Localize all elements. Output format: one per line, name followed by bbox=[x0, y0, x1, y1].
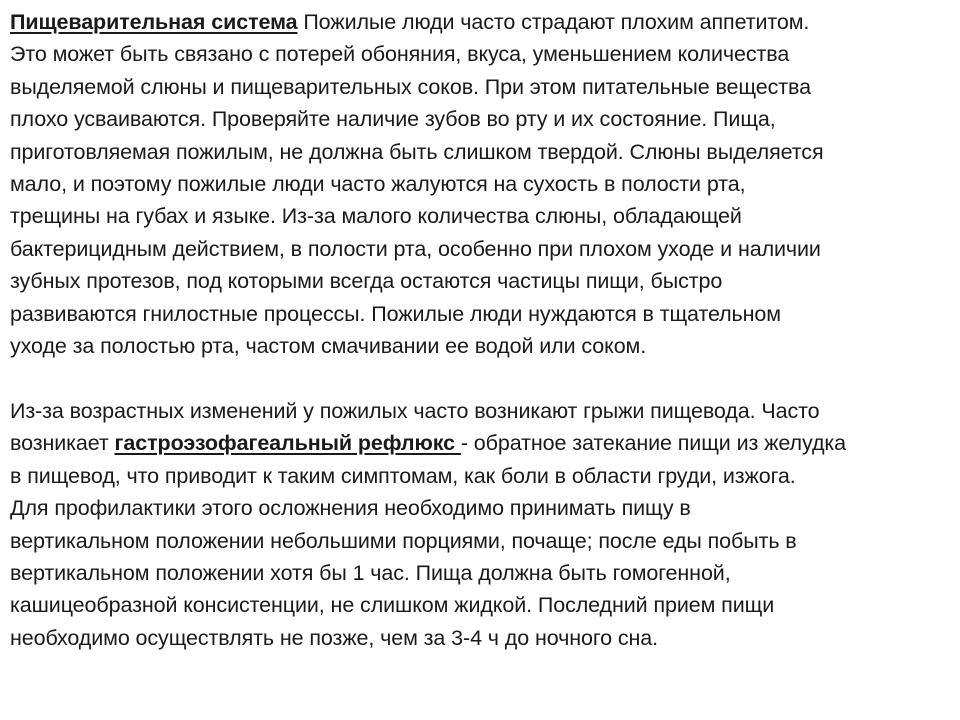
paragraph-line: мало, и поэтому пожилые люди часто жалуются на сухость в полости рта, bbox=[10, 172, 746, 197]
paragraph-line: уходе за полостью рта, частом смачивании ее водой или соком. bbox=[10, 334, 647, 359]
paragraph-line: Из-за возрастных изменений у пожилых часто возникают грыжи пищевода. Часто bbox=[10, 399, 820, 423]
paragraph-line: кашицеобразной консистенции, не слишком жидкой. Последний прием пищи bbox=[10, 593, 775, 618]
paragraph-line: Для профилактики этого осложнения необходимо принимать пищу в bbox=[10, 496, 691, 521]
reflux-paragraph bbox=[10, 395, 946, 654]
paragraph-line: развиваются гнилостные процессы. Пожилые люди нуждаются в тщательном bbox=[10, 301, 781, 326]
paragraph-line bbox=[10, 6, 946, 38]
paragraph-text: Пожилые люди часто страдают плохим аппетитом. bbox=[297, 10, 810, 34]
digestive-system-paragraph bbox=[10, 6, 946, 362]
paragraph-line: зубных протезов, под которыми всегда остаются частицы пищи, быстро bbox=[10, 269, 723, 294]
paragraph-line: необходимо осуществлять не позже, чем за 3-4 ч до ночного сна. bbox=[10, 625, 658, 650]
paragraph-line bbox=[10, 427, 946, 459]
paragraph-line: плохо усваиваются. Проверяйте наличие зубов во рту и их состояние. Пища, bbox=[10, 107, 776, 132]
paragraph-line: Это может быть связано с потерей обоняния, вкуса, уменьшением количества bbox=[10, 42, 790, 67]
paragraph-line: приготовляемая пожилым, не должна быть слишком твердой. Слюны выделяется bbox=[10, 139, 824, 164]
section-heading: Пищеварительная система bbox=[10, 10, 298, 34]
reflux-term-link[interactable]: гастроэзофагеальный рефлюкс bbox=[114, 431, 461, 456]
paragraph-line: вертикальном положении хотя бы 1 час. Пища должна быть гомогенной, bbox=[10, 561, 731, 586]
paragraph-line: в пищевод, что приводит к таким симптомам, как боли в области груди, изжога. bbox=[10, 463, 796, 488]
paragraph-text: - обратное затекание пищи из желудка bbox=[460, 431, 847, 456]
paragraph-line: выделяемой слюны и пищеварительных соков. При этом питательные вещества bbox=[10, 74, 811, 99]
paragraph-line: вертикальном положении небольшими порциями, почаще; после еды побыть в bbox=[10, 528, 797, 553]
paragraph-line: трещины на губах и языке. Из-за малого количества слюны, обладающей bbox=[10, 204, 742, 229]
paragraph-text: возникает bbox=[10, 431, 115, 456]
paragraph-line: бактерицидным действием, в полости рта, особенно при плохом уходе и наличии bbox=[10, 236, 821, 261]
